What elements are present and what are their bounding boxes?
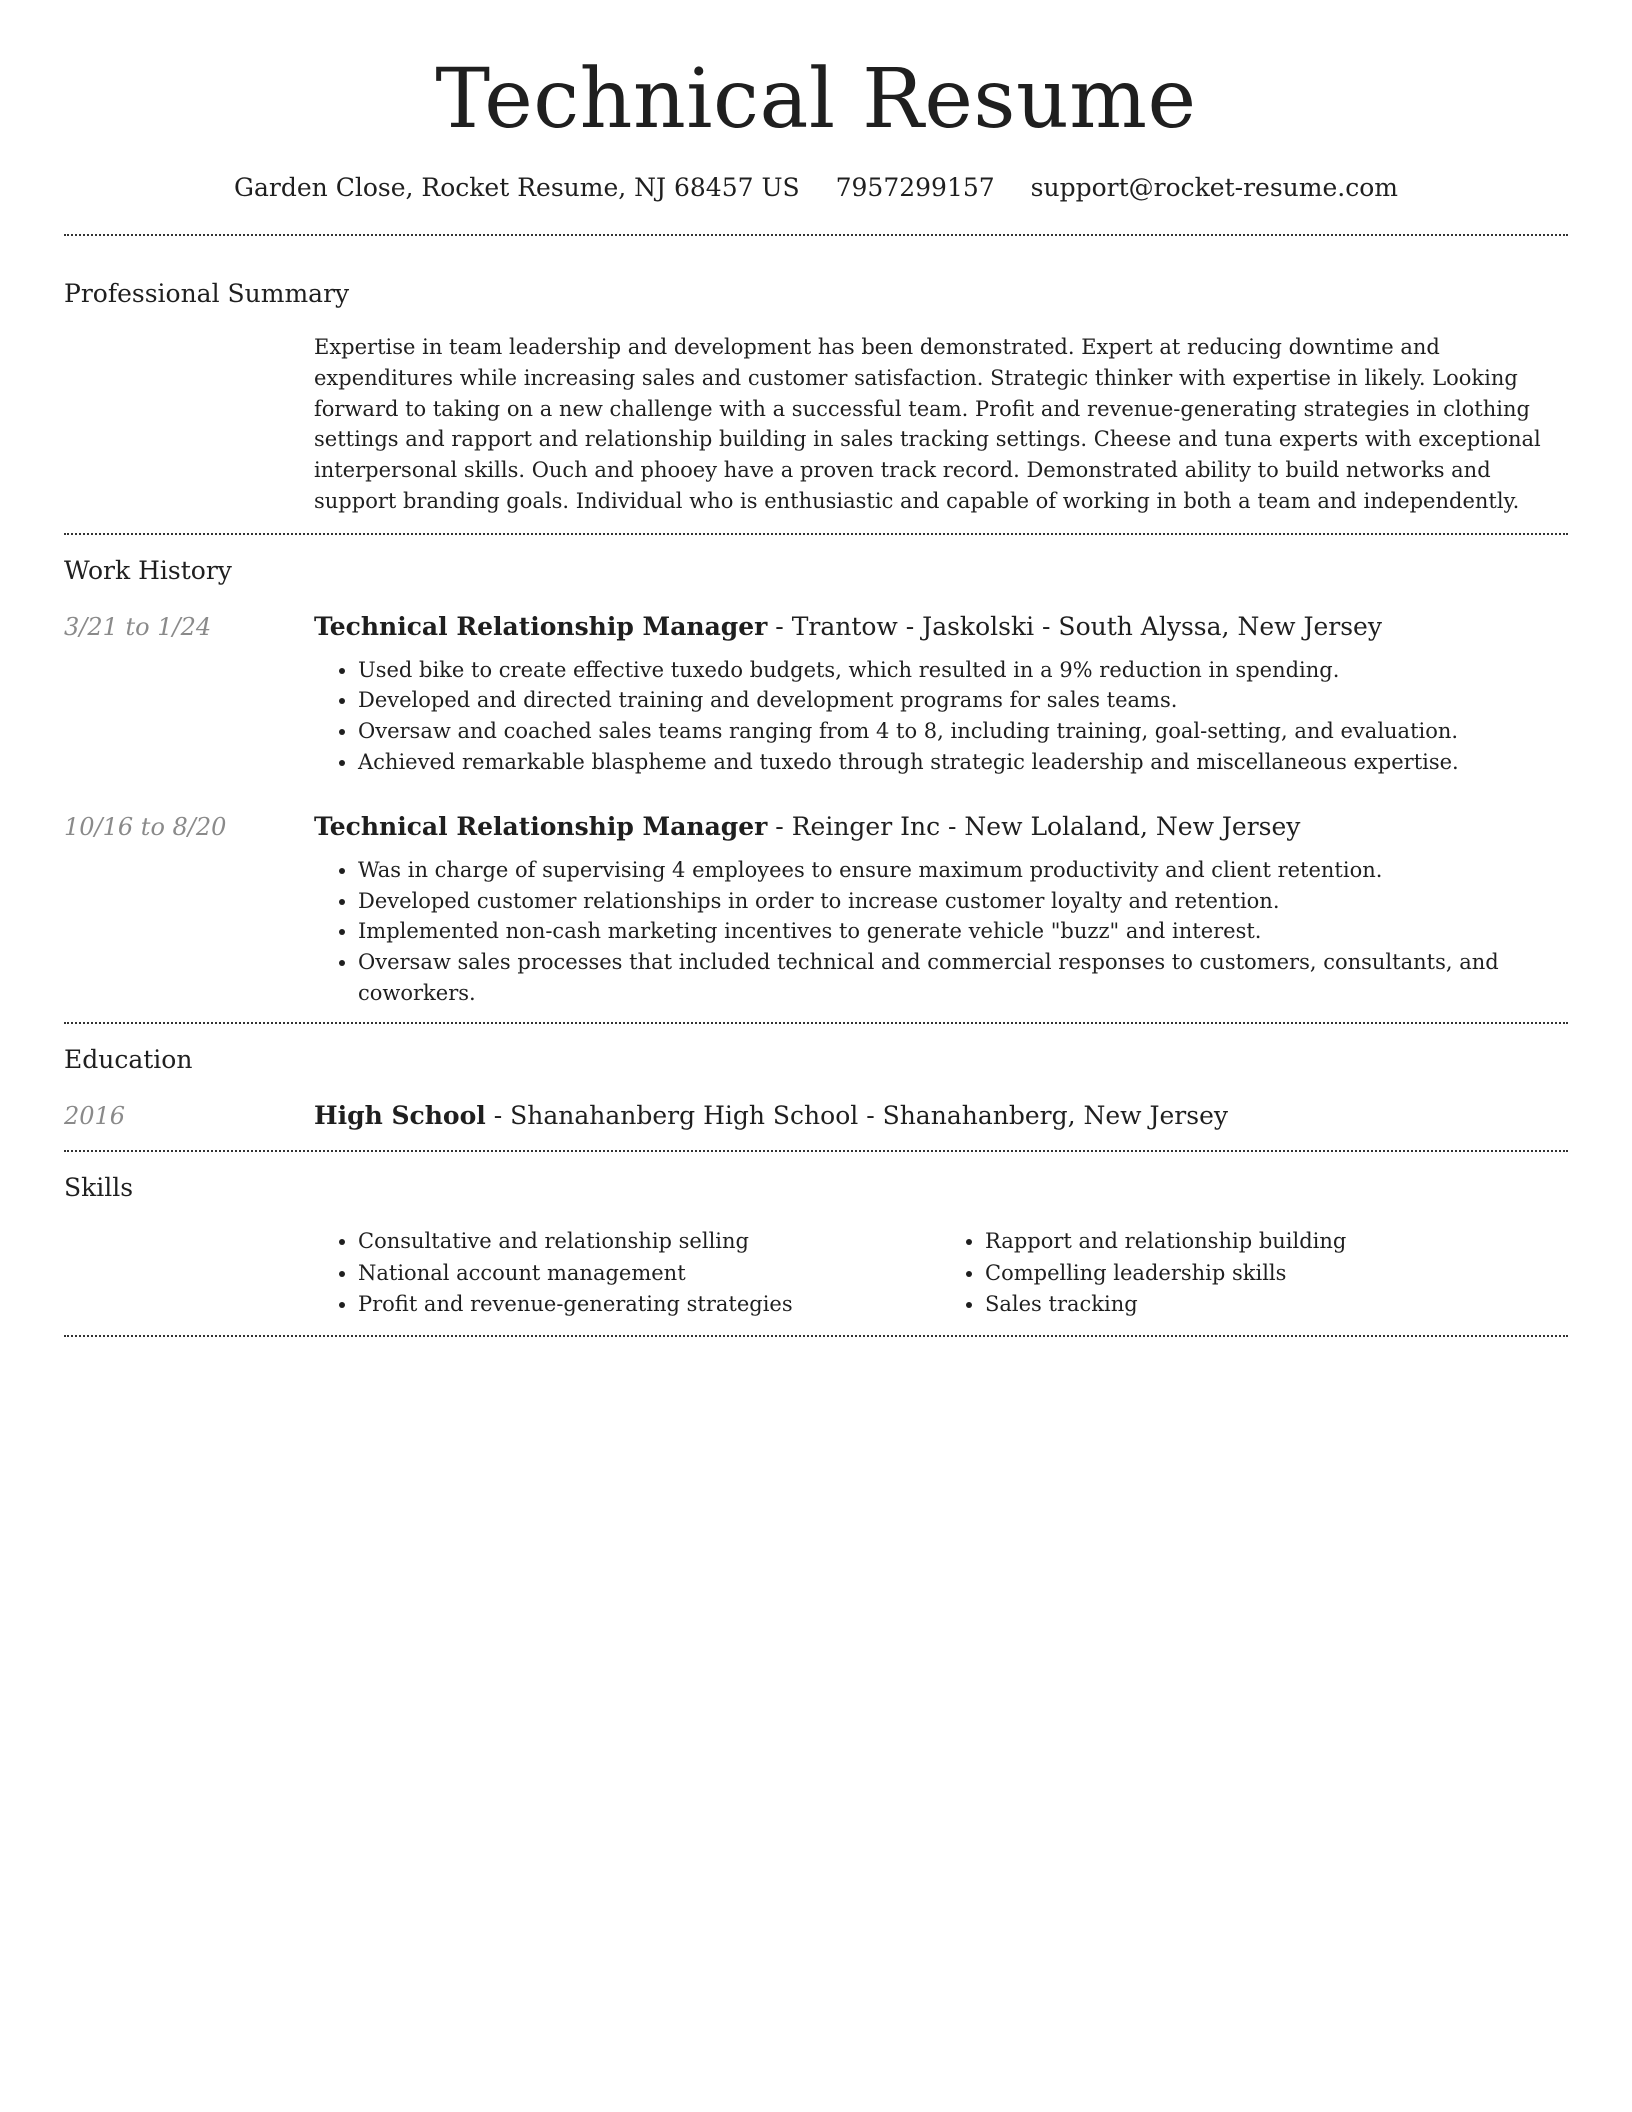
skill-item: • Sales tracking [985,1289,1568,1321]
skills-column [314,1226,941,1321]
skills-column [941,1226,1568,1321]
contact-address: Garden Close, Rocket Resume, NJ 68457 US [234,173,800,202]
divider [64,1150,1568,1152]
list-item: • Developed and directed training and development programs for sales teams. [358,685,1568,716]
education-section [64,1044,1568,1132]
divider [64,533,1568,535]
job-heading [314,811,1568,843]
education-details: - Shanahanberg High School - Shanahanberg, New Jersey [485,1101,1229,1131]
list-item: • Used bike to create effective tuxedo budgets, which resulted in a 9% reduction in spending. [358,655,1568,686]
work-history-section [64,555,1568,1008]
job-details: - Trantow - Jaskolski - South Alyssa, New Jersey [767,611,1382,641]
page-title: Technical Resume [435,52,1197,147]
job-bullets [314,855,1568,1008]
job-bullets [314,655,1568,777]
education-entry [64,1100,1568,1132]
list-item: • Oversaw sales processes that included technical and commercial responses to customers, consultants, and coworkers. [358,947,1568,1008]
summary-section [64,278,1568,517]
divider [64,1022,1568,1024]
contact-info [64,172,1568,204]
list-item: • Achieved remarkable blaspheme and tuxedo through strategic leadership and miscellaneous expertise. [358,747,1568,778]
list-item: • Implemented non-cash marketing incentives to generate vehicle "buzz" and interest. [358,916,1568,947]
skill-item: • National account management [358,1258,941,1290]
job-heading [314,611,1568,643]
skills-heading: Skills [64,1173,134,1203]
skill-item: • Compelling leadership skills [985,1258,1568,1290]
skill-item: • Consultative and relationship selling [358,1226,941,1258]
skill-item: • Profit and revenue-generating strategies [358,1289,941,1321]
summary-text: Expertise in team leadership and development has been demonstrated. Expert at reducing downtime and expenditures while increasing sales and customer satisfaction. Strategic thinker with expertise in likely. Looking forward to taking on a new challenge with a successful team. Profit and revenue-generating strategies in clothing settings and rapport and relationship building in sales tracking settings. Cheese and tuna experts with exceptional interpersonal skills. Ouch and phooey have a proven track record. Demonstrated ability to build networks and support branding goals. Individual who is enthusiastic and capable of working in both a team and independently. [314,335,1541,513]
skills-section [64,1172,1568,1321]
job-dates: 3/21 to 1/24 [64,612,212,641]
job-entry [64,611,1568,777]
education-degree: High School [314,1101,486,1131]
education-heading-line [314,1100,1568,1132]
list-item: • Was in charge of supervising 4 employees to ensure maximum productivity and client retention. [358,855,1568,886]
skill-item: • Rapport and relationship building [985,1226,1568,1258]
job-dates: 10/16 to 8/20 [64,813,227,842]
contact-email: support@rocket-resume.com [1030,173,1398,202]
job-details: - Reinger Inc - New Lolaland, New Jersey [767,812,1301,842]
divider [64,234,1568,236]
education-year: 2016 [64,1102,126,1131]
contact-phone: 7957299157 [835,173,995,202]
skills-list [314,1226,1568,1321]
education-heading: Education [64,1045,193,1075]
list-item: • Oversaw and coached sales teams ranging from 4 to 8, including training, goal-setting, and evaluation. [358,716,1568,747]
job-title: Technical Relationship Manager [314,812,768,842]
job-entry [64,811,1568,1008]
summary-heading: Professional Summary [64,279,350,308]
work-history-heading: Work History [64,555,232,585]
list-item: • Developed customer relationships in order to increase customer loyalty and retention. [358,886,1568,917]
job-title: Technical Relationship Manager [314,611,768,641]
divider [64,1335,1568,1337]
